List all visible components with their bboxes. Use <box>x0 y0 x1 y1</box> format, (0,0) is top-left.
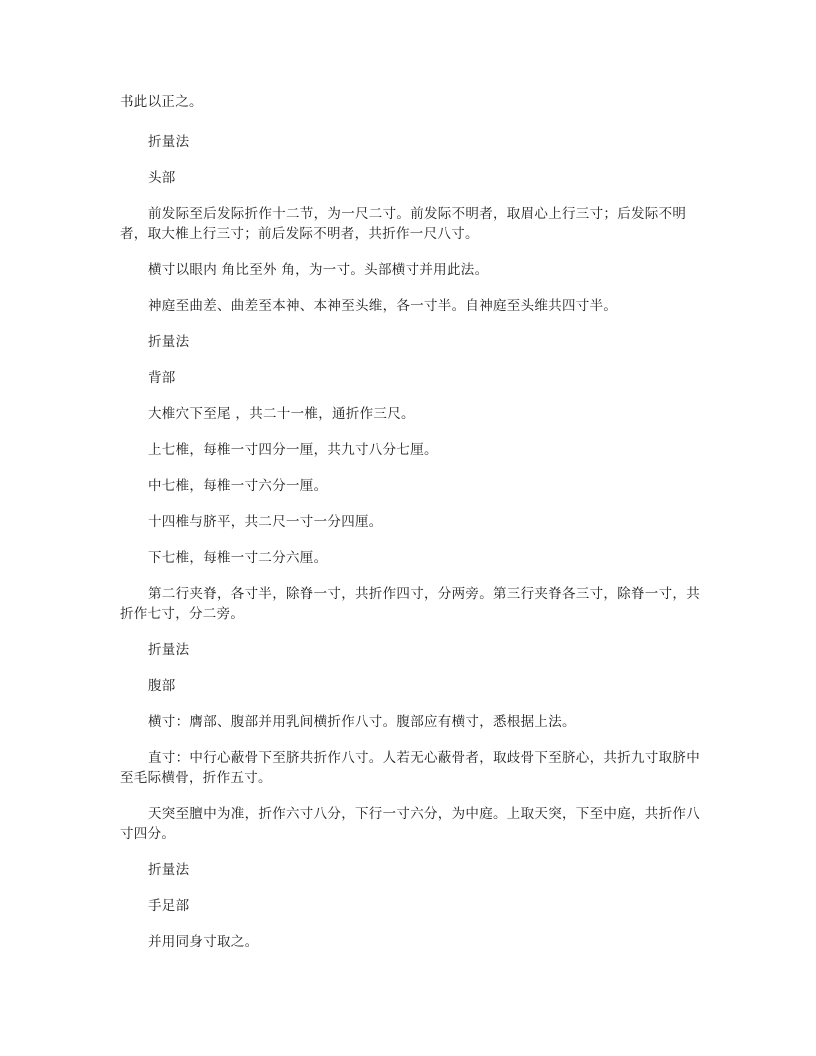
paragraph: 下七椎，每椎一寸二分六厘。 <box>148 550 328 566</box>
paragraph: 大椎穴下至尾 ，共二十一椎，通折作三尺。 <box>148 406 415 422</box>
paragraph: 前发际至后发际折作十二节，为一尺二寸。前发际不明者，取眉心上行三寸；后发际不明者，取大椎上行三寸；前后发际不明者，共折作一尺八寸。 <box>120 206 687 242</box>
section-heading: 折量法 <box>148 862 190 878</box>
paragraph-continuation: 书此以正之。 <box>120 94 203 110</box>
paragraph: 第二行夹脊，各寸半，除脊一寸，共折作四寸，分两旁。第三行夹脊各三寸，除脊一寸，共折作七寸，分二旁。 <box>120 586 700 622</box>
subsection-heading: 头部 <box>148 170 176 186</box>
subsection-heading: 背部 <box>148 370 176 386</box>
paragraph: 直寸：中行心蔽骨下至脐共折作八寸。人若无心蔽骨者，取歧骨下至脐心，共折九寸取脐中至毛际横骨，折作五寸。 <box>120 750 700 786</box>
paragraph: 中七椎，每椎一寸六分一厘。 <box>148 478 328 494</box>
paragraph: 并用同身寸取之。 <box>148 934 259 950</box>
subsection-heading: 腹部 <box>148 678 176 694</box>
section-heading: 折量法 <box>148 642 190 658</box>
paragraph: 天突至膻中为准，折作六寸八分，下行一寸六分，为中庭。上取天突，下至中庭，共折作八寸四分。 <box>120 806 700 842</box>
paragraph: 横寸以眼内 角比至外 角，为一寸。头部横寸并用此法。 <box>148 262 489 278</box>
section-heading: 折量法 <box>148 134 190 150</box>
paragraph: 神庭至曲差、曲差至本神、本神至头维，各一寸半。自神庭至头维共四寸半。 <box>148 298 618 314</box>
paragraph: 十四椎与脐平，共二尺一寸一分四厘。 <box>148 514 383 530</box>
paragraph: 横寸：膺部、腹部并用乳间横折作八寸。腹部应有横寸，悉根据上法。 <box>148 714 576 730</box>
paragraph: 上七椎，每椎一寸四分一厘，共九寸八分七厘。 <box>148 442 438 458</box>
subsection-heading: 手足部 <box>148 898 190 914</box>
section-heading: 折量法 <box>148 334 190 350</box>
